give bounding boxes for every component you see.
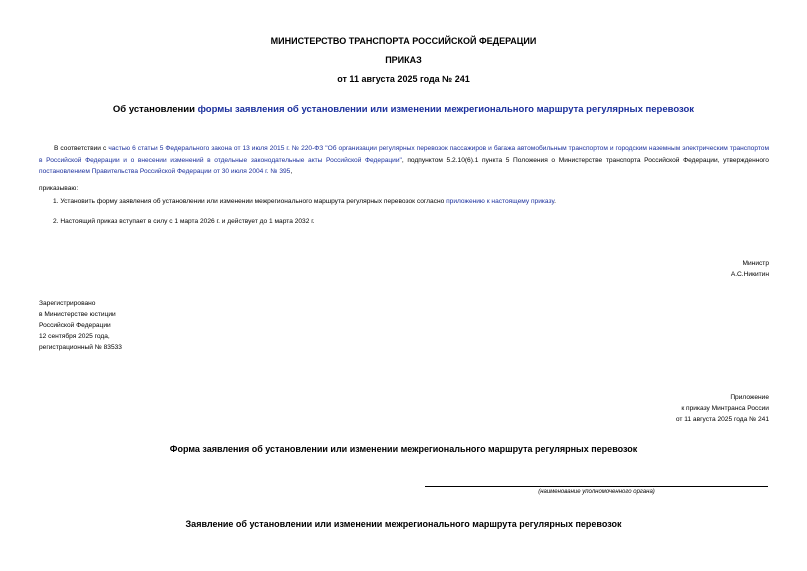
registration-block [39,298,122,353]
federal-law-link[interactable]: частью 6 статьи 5 Федерального закона от 13 июля 2015 г. № 220-ФЗ "Об организации регулярных перевозок пассажиров и багажа автомобильным транспортом и городским наземным электрическим транспортом в Российской Федерации и о внесении изменений в отдельные законодательные акты Российской Федерации" [39,145,769,164]
appendix-link[interactable]: приложению к настоящему приказу [446,198,555,205]
form-title: Форма заявления об установлении или изменении межрегионального маршрута регулярных перевозок [169,444,638,454]
appendix-line: Приложение [730,394,769,401]
appendix-block [676,392,769,425]
preamble-text-1: В соответствии с [54,145,109,152]
registration-line: регистрационный № 83533 [39,344,122,351]
order-item-2: 2. Настоящий приказ вступает в силу с 1 марта 2026 г. и действует до 1 марта 2032 г. [53,218,315,225]
order-title [0,104,807,115]
order-title-link[interactable]: формы заявления об установлении или изменении межрегионального маршрута регулярных перевозок [197,104,695,115]
order-item-1 [53,196,556,207]
registration-line: Российской Федерации [39,322,111,329]
order-item-1-end: . [554,198,556,205]
government-decree-link[interactable]: постановлением Правительства Российской Федерации от 30 июля 2004 г. № 395 [39,168,291,175]
preamble-text-2: , подпунктом 5.2.10(6).1 пункта 5 Положения о Министерстве транспорта Российской Федерации, утвержденного [401,156,769,164]
order-keyword: приказываю: [39,185,79,192]
preamble-paragraph [39,143,769,178]
preamble-text-3: , [290,168,293,175]
registration-line: 12 сентября 2025 года, [39,333,110,340]
order-item-1-text: 1. Установить форму заявления об установлении или изменении межрегионального маршрута регулярных перевозок согласно [53,198,447,205]
application-title: Заявление об установлении или изменении межрегионального маршрута регулярных перевозок [185,519,622,529]
authority-signature-line [425,486,768,487]
order-date-number: от 11 августа 2025 года № 241 [337,74,470,84]
signature-name: А.С.Никитин [730,271,769,278]
signature-position: Министр [742,260,769,267]
ministry-heading: МИНИСТЕРСТВО ТРАНСПОРТА РОССИЙСКОЙ ФЕДЕРАЦИИ [270,36,537,46]
order-title-prefix: Об установлении [112,104,198,115]
doc-type-heading: ПРИКАЗ [385,55,422,65]
registration-line: Зарегистрировано [39,300,96,307]
appendix-line: к приказу Минтранса России [681,405,769,412]
appendix-line: от 11 августа 2025 года № 241 [675,416,769,423]
authority-caption: (наименование уполномоченного органа) [538,489,655,495]
registration-line: в Министерстве юстиции [39,311,116,318]
